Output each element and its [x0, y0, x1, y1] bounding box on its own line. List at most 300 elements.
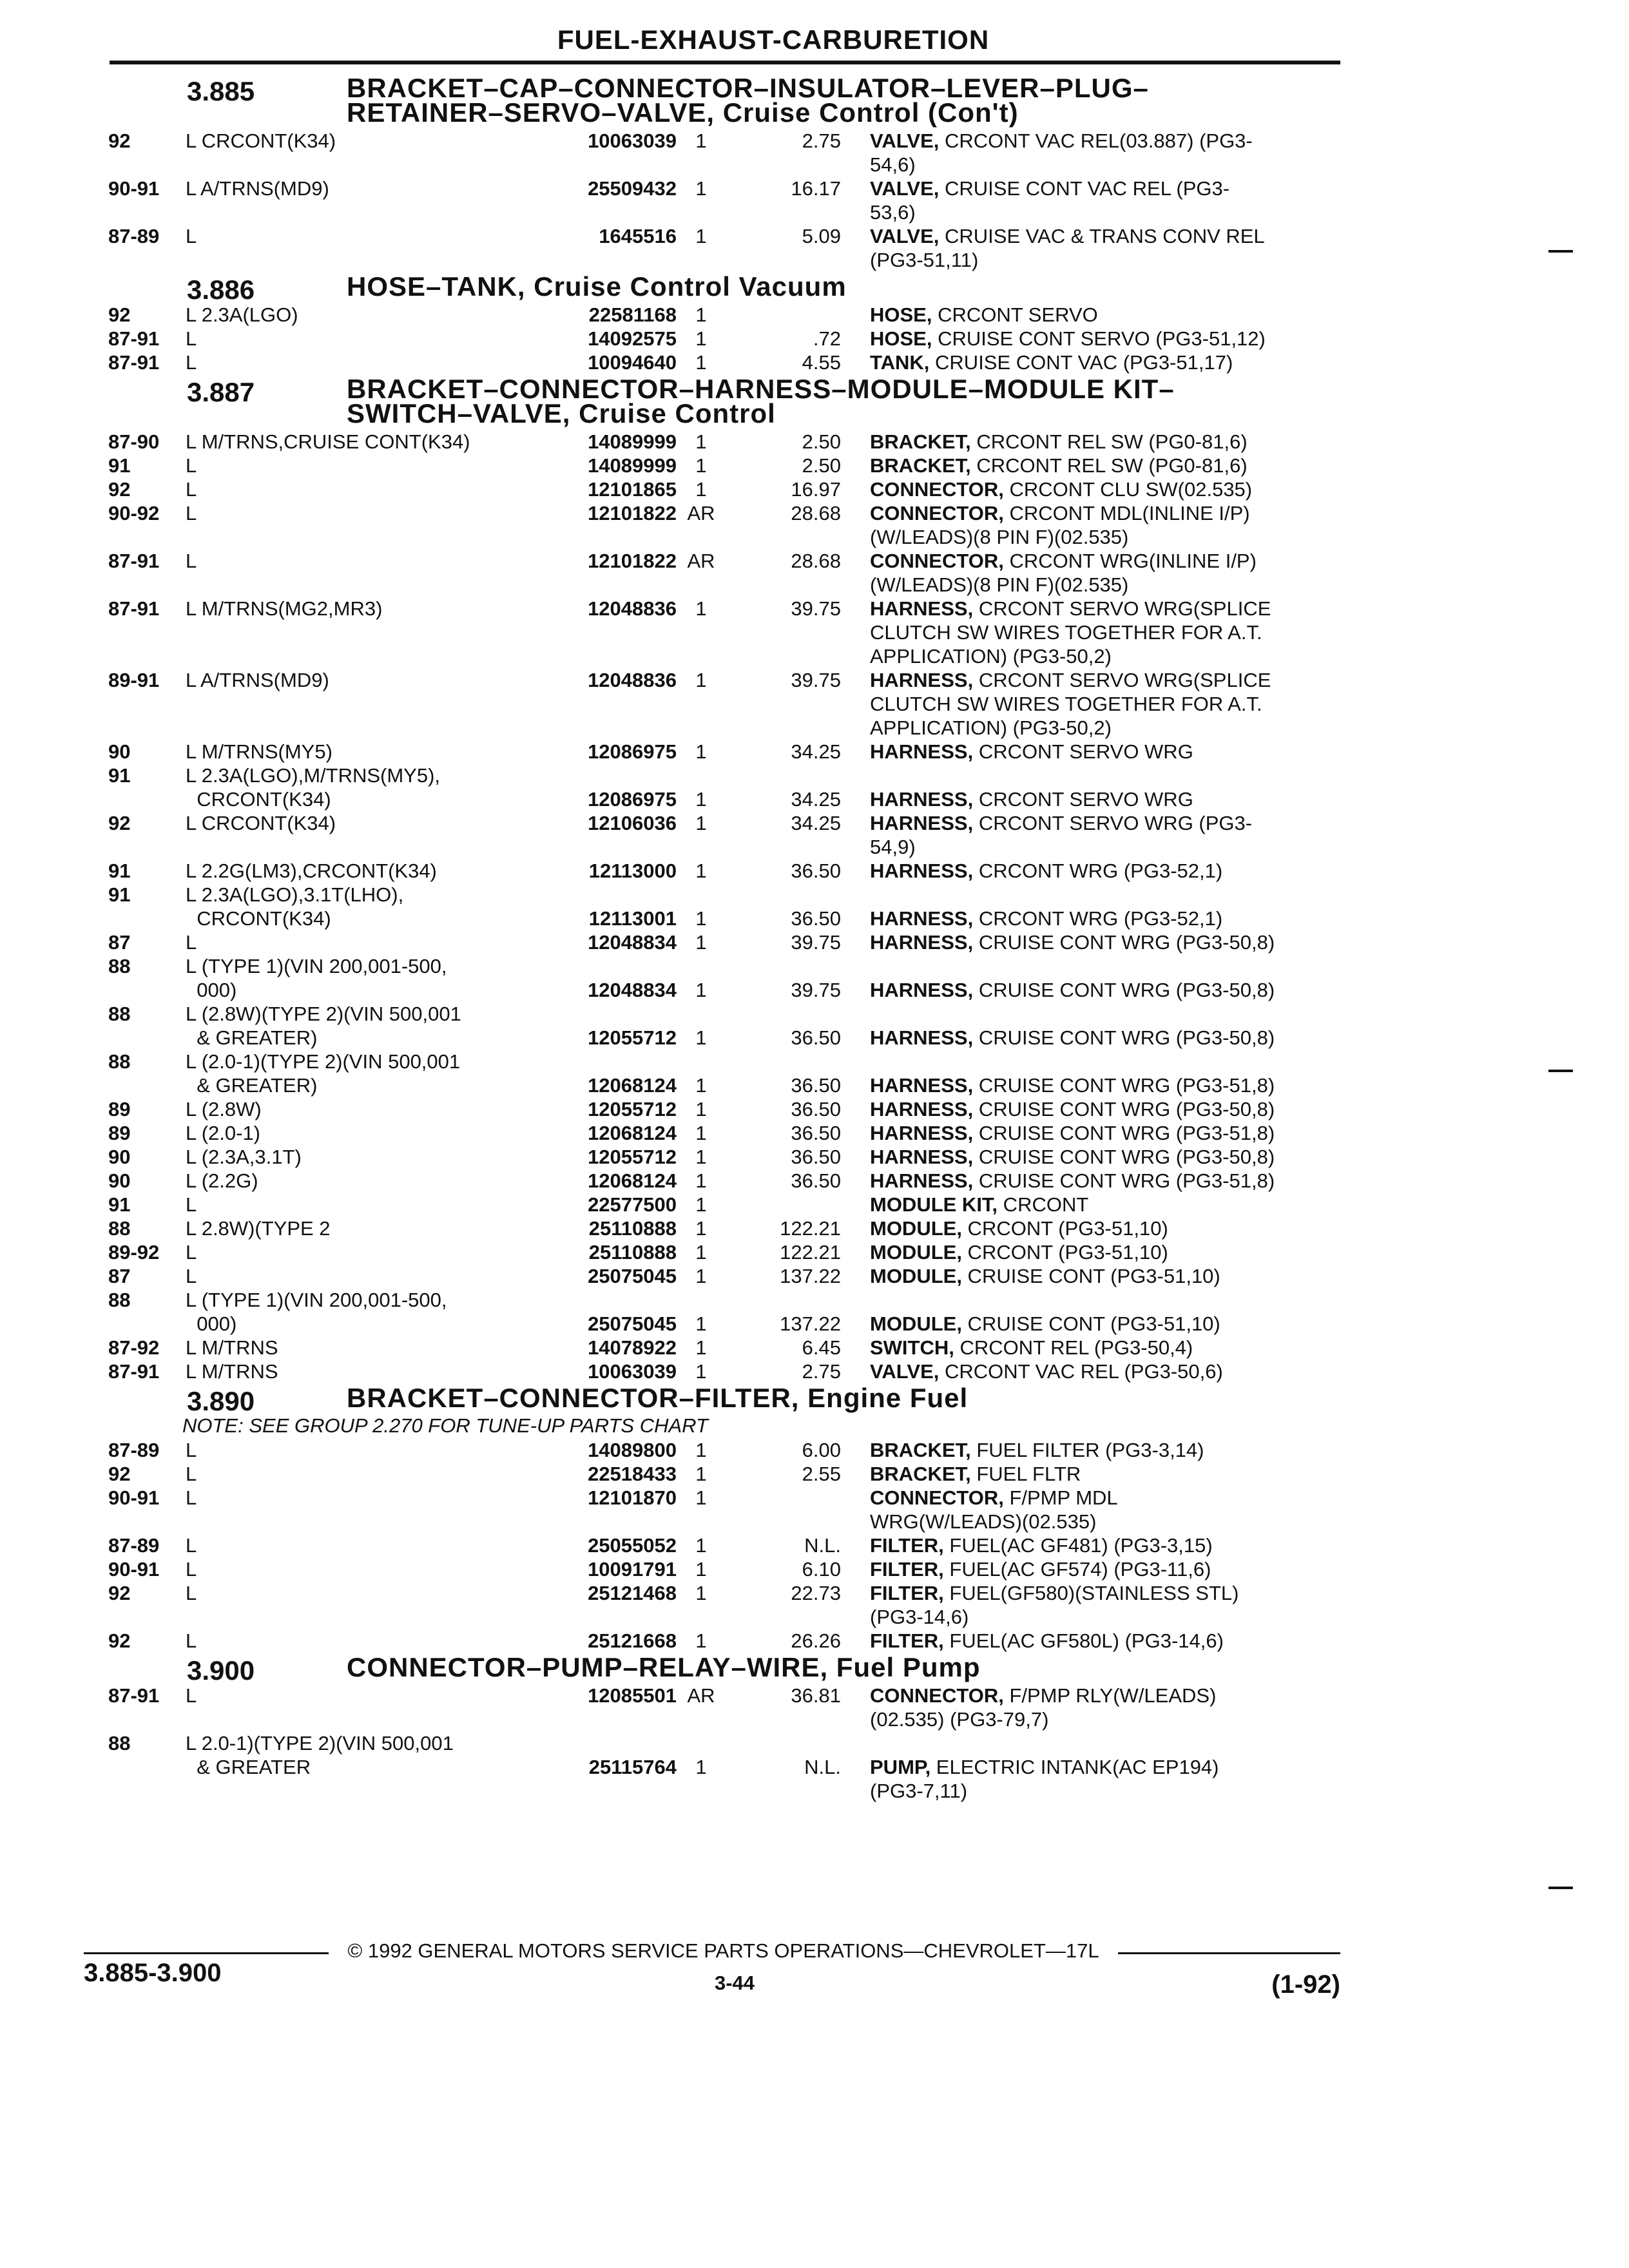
part-description: [870, 740, 1339, 764]
model-years: 87-91: [108, 327, 160, 350]
price: 2.50: [802, 454, 841, 477]
part-detail: CRUISE CONT WRG (PG3-50,8): [973, 1026, 1275, 1049]
part-detail: CRCONT SERVO WRG(SPLICE CLUTCH SW WIRES TOGETHER FOR A.T. APPLICATION) (PG3-50,2): [870, 669, 1271, 739]
quantity: 1: [695, 1534, 707, 1557]
quantity: 1: [695, 931, 707, 954]
quantity: 1: [695, 303, 707, 326]
part-description: [870, 224, 1339, 272]
section-title-line: BRACKET–CONNECTOR–FILTER, Engine Fuel: [347, 1383, 969, 1413]
quantity: 1: [695, 1360, 707, 1383]
part-name: PUMP,: [870, 1756, 931, 1778]
section-title: [347, 374, 1326, 428]
page-header-title: FUEL-EXHAUST-CARBURETION: [557, 24, 990, 55]
price: 39.75: [791, 669, 841, 691]
part-description: [870, 907, 1339, 930]
part-number: 12106036: [588, 812, 677, 834]
price: 28.68: [791, 550, 841, 572]
part-number: 12048836: [588, 669, 677, 691]
model-years: 89-91: [108, 669, 160, 691]
application: L CRCONT(K34): [186, 130, 336, 152]
application: L: [186, 931, 197, 954]
model-years: 87-91: [108, 351, 160, 374]
model-years: 87-91: [108, 550, 160, 572]
part-name: HARNESS,: [870, 860, 974, 882]
quantity: AR: [687, 1684, 715, 1707]
part-number: 25121668: [588, 1629, 677, 1652]
price: 28.68: [791, 502, 841, 524]
part-name: HARNESS,: [870, 669, 974, 691]
part-detail: FUEL FLTR: [970, 1463, 1081, 1485]
application: L (2.8W): [186, 1098, 262, 1120]
part-number: 12113000: [588, 860, 677, 882]
part-number: 12048834: [588, 979, 677, 1001]
part-description: [870, 811, 1339, 859]
part-name: SWITCH,: [870, 1336, 954, 1359]
model-years: 90-91: [108, 1558, 160, 1581]
part-description: [870, 668, 1339, 740]
quantity: 1: [695, 351, 707, 374]
model-years: 90-92: [108, 502, 160, 524]
part-description: [870, 1216, 1339, 1240]
application: L M/TRNS(MG2,MR3): [186, 597, 383, 620]
model-years: 92: [108, 1629, 131, 1652]
part-description: [870, 1169, 1339, 1193]
part-description: [870, 1121, 1339, 1145]
application: L A/TRNS(MD9): [186, 669, 329, 691]
part-row: [0, 1731, 1629, 1802]
application: L 2.3A(LGO),M/TRNS(MY5), CRCONT(K34): [186, 764, 441, 811]
part-name: VALVE,: [870, 177, 940, 200]
part-detail: CRUISE CONT WRG (PG3-50,8): [973, 1098, 1275, 1120]
part-description: [870, 327, 1339, 351]
part-description: [870, 1360, 1339, 1383]
part-row: [0, 430, 1629, 454]
part-name: MODULE,: [870, 1217, 962, 1240]
model-years: 90: [108, 1146, 131, 1168]
part-row: [0, 764, 1629, 811]
part-name: BRACKET,: [870, 430, 971, 453]
part-number: 12101822: [588, 550, 677, 572]
section-heading: [0, 73, 1629, 128]
part-description: [870, 303, 1339, 327]
price: 39.75: [791, 979, 841, 1001]
application: L 2.2G(LM3),CRCONT(K34): [186, 860, 437, 882]
part-number: 22581168: [588, 303, 677, 326]
price: 36.50: [791, 1074, 841, 1097]
quantity: 1: [695, 740, 707, 763]
quantity: 1: [695, 1265, 707, 1287]
application: L (TYPE 1)(VIN 200,001-500, 000): [186, 955, 447, 1001]
part-name: CONNECTOR,: [870, 502, 1004, 524]
quantity: 1: [695, 1146, 707, 1168]
quantity: 1: [695, 177, 707, 200]
part-detail: CRUISE CONT VAC (PG3-51,17): [929, 351, 1233, 374]
application: L: [186, 1684, 197, 1707]
section-title-line: BRACKET–CAP–CONNECTOR–INSULATOR–LEVER–PLUG–: [347, 73, 1149, 103]
part-detail: F/PMP RLY(W/LEADS) (02.535) (PG3-79,7): [870, 1684, 1217, 1731]
part-row: [0, 1360, 1629, 1383]
part-number: 25115764: [588, 1756, 677, 1778]
part-detail: CRCONT SERVO WRG (PG3- 54,9): [870, 812, 1253, 858]
part-detail: CRUISE CONT SERVO (PG3-51,12): [932, 327, 1266, 350]
part-name: FILTER,: [870, 1582, 944, 1604]
part-row: [0, 1169, 1629, 1193]
price: 36.50: [791, 1146, 841, 1168]
part-row: [0, 1264, 1629, 1288]
quantity: 1: [695, 907, 707, 930]
part-name: CONNECTOR,: [870, 478, 1004, 501]
model-years: 90: [108, 740, 131, 763]
part-number: 12101865: [588, 478, 677, 501]
model-years: 90-91: [108, 177, 160, 200]
part-description: [870, 177, 1339, 224]
section-number: 3.885: [187, 76, 255, 106]
part-name: BRACKET,: [870, 454, 971, 477]
price: 22.73: [791, 1582, 841, 1604]
part-number: 10094640: [588, 351, 677, 374]
quantity: 1: [695, 327, 707, 350]
price: 122.21: [780, 1241, 841, 1264]
part-name: HARNESS,: [870, 740, 974, 763]
part-number: 1645516: [599, 225, 677, 247]
part-name: HARNESS,: [870, 979, 974, 1001]
application: L: [186, 1629, 197, 1652]
part-number: 12048836: [588, 597, 677, 620]
application: L: [186, 225, 197, 247]
model-years: 92: [108, 1582, 131, 1604]
margin-mark: [1548, 1070, 1573, 1072]
part-name: MODULE KIT,: [870, 1193, 998, 1216]
quantity: 1: [695, 979, 707, 1001]
part-number: 25509432: [588, 177, 677, 200]
application: L: [186, 327, 197, 350]
quantity: 1: [695, 1122, 707, 1144]
application: L: [186, 1265, 197, 1287]
price: 36.81: [791, 1684, 841, 1707]
quantity: 1: [695, 1074, 707, 1097]
quantity: 1: [695, 1241, 707, 1264]
section-title: [347, 271, 1326, 302]
part-number: 14092575: [588, 327, 677, 350]
quantity: 1: [695, 1486, 707, 1509]
part-description: [870, 549, 1339, 597]
part-name: MODULE,: [870, 1312, 962, 1335]
part-number: 12055712: [588, 1098, 677, 1120]
quantity: 1: [695, 788, 707, 811]
part-name: CONNECTOR,: [870, 1486, 1004, 1509]
part-row: [0, 1557, 1629, 1581]
price: 34.25: [791, 812, 841, 834]
part-name: FILTER,: [870, 1534, 944, 1557]
application: L: [186, 1241, 197, 1264]
part-detail: CRCONT SERVO: [932, 303, 1098, 326]
quantity: 1: [695, 430, 707, 453]
part-number: 22518433: [588, 1463, 677, 1485]
application: L: [186, 1486, 197, 1509]
part-row: [0, 1629, 1629, 1653]
part-row: [0, 129, 1629, 177]
section-subtitle: RETAINER–SERVO–VALVE, Cruise Control (Con't): [347, 97, 1019, 128]
part-number: 22577500: [588, 1193, 677, 1216]
model-years: 88: [108, 955, 131, 977]
quantity: 1: [695, 1169, 707, 1192]
application: L 2.3A(LGO),3.1T(LHO), CRCONT(K34): [186, 883, 404, 930]
quantity: 1: [695, 1193, 707, 1216]
part-row: [0, 1121, 1629, 1145]
part-name: HARNESS,: [870, 597, 974, 620]
part-description: [870, 1073, 1339, 1097]
part-name: FILTER,: [870, 1558, 944, 1581]
price: 6.45: [802, 1336, 841, 1359]
price: 5.09: [802, 225, 841, 247]
part-detail: CRCONT SERVO WRG: [973, 788, 1193, 811]
part-row: [0, 1533, 1629, 1557]
model-years: 87: [108, 1265, 131, 1287]
section-heading: [0, 271, 1629, 305]
part-detail: CRUISE CONT WRG (PG3-50,8): [973, 931, 1275, 954]
part-number: 12048834: [588, 931, 677, 954]
margin-mark: [1548, 1887, 1573, 1889]
application: L A/TRNS(MD9): [186, 177, 329, 200]
application: L 2.3A(LGO): [186, 303, 298, 326]
part-name: VALVE,: [870, 1360, 940, 1383]
quantity: 1: [695, 1629, 707, 1652]
application: L (2.2G): [186, 1169, 258, 1192]
quantity: AR: [687, 550, 715, 572]
part-detail: CRUISE CONT WRG (PG3-51,8): [973, 1169, 1275, 1192]
price: 36.50: [791, 1098, 841, 1120]
price: 36.50: [791, 1026, 841, 1049]
quantity: 1: [695, 860, 707, 882]
application: L (2.8W)(TYPE 2)(VIN 500,001 & GREATER): [186, 1003, 461, 1049]
application: L M/TRNS(MY5): [186, 740, 333, 763]
model-years: 88: [108, 1289, 131, 1311]
model-years: 89: [108, 1098, 131, 1120]
part-row: [0, 501, 1629, 549]
application: L: [186, 502, 197, 524]
model-years: 87-91: [108, 1684, 160, 1707]
part-row: [0, 668, 1629, 740]
part-number: 12113001: [588, 907, 677, 930]
part-number: 25075045: [588, 1312, 677, 1335]
quantity: 1: [695, 1336, 707, 1359]
application: L: [186, 1193, 197, 1216]
model-years: 87-91: [108, 1360, 160, 1383]
price: 2.75: [802, 1360, 841, 1383]
section-title: [347, 73, 1326, 128]
section-title: [347, 1383, 1326, 1413]
model-years: 89: [108, 1122, 131, 1144]
section-heading: [0, 374, 1629, 428]
footer-rule-right: [1118, 1952, 1340, 1954]
quantity: AR: [687, 502, 715, 524]
part-name: HARNESS,: [870, 1169, 974, 1192]
price: N.L.: [804, 1756, 841, 1778]
part-row: [0, 1216, 1629, 1240]
part-number: 10063039: [588, 1360, 677, 1383]
part-number: 14089800: [588, 1439, 677, 1461]
section-heading: [0, 1383, 1629, 1416]
part-row: [0, 597, 1629, 668]
application: L: [186, 1558, 197, 1581]
quantity: 1: [695, 1756, 707, 1778]
part-row: [0, 740, 1629, 764]
part-description: [870, 430, 1339, 454]
price: 36.50: [791, 1169, 841, 1192]
part-name: HOSE,: [870, 327, 932, 350]
part-name: CONNECTOR,: [870, 1684, 1004, 1707]
part-detail: CRUISE CONT WRG (PG3-50,8): [973, 979, 1275, 1001]
quantity: 1: [695, 1312, 707, 1335]
model-years: 89-92: [108, 1241, 160, 1264]
price: 6.10: [802, 1558, 841, 1581]
part-name: HOSE,: [870, 303, 932, 326]
part-row: [0, 224, 1629, 272]
footer-page-number: 3-44: [714, 1972, 755, 1994]
footer-rule-left: [84, 1952, 329, 1954]
model-years: 88: [108, 1217, 131, 1240]
part-number: 12068124: [588, 1074, 677, 1097]
section-heading: [0, 1652, 1629, 1686]
part-detail: FUEL(AC GF481) (PG3-3,15): [943, 1534, 1213, 1557]
part-number: 12101870: [588, 1486, 677, 1509]
application: L (2.0-1): [186, 1122, 261, 1144]
part-name: HARNESS,: [870, 907, 974, 930]
part-name: BRACKET,: [870, 1463, 971, 1485]
part-description: [870, 1557, 1339, 1581]
part-detail: CRCONT REL SW (PG0-81,6): [970, 430, 1248, 453]
footer-copyright: © 1992 GENERAL MOTORS SERVICE PARTS OPERATIONS—CHEVROLET—17L: [347, 1939, 1099, 1962]
part-detail: CRCONT WRG (PG3-52,1): [973, 860, 1223, 882]
part-detail: CRCONT SERVO WRG: [973, 740, 1193, 763]
part-description: [870, 129, 1339, 177]
part-description: [870, 477, 1339, 501]
part-row: [0, 327, 1629, 351]
part-detail: CRUISE CONT WRG (PG3-51,8): [973, 1122, 1275, 1144]
part-row: [0, 1438, 1629, 1462]
application: L: [186, 550, 197, 572]
part-description: [870, 1533, 1339, 1557]
part-row: [0, 954, 1629, 1002]
part-name: TANK,: [870, 351, 930, 374]
part-name: CONNECTOR,: [870, 550, 1004, 572]
section-number: 3.900: [187, 1655, 255, 1686]
part-number: 25121468: [588, 1582, 677, 1604]
part-name: HARNESS,: [870, 812, 974, 834]
part-detail: CRCONT WRG (PG3-52,1): [973, 907, 1223, 930]
application: L: [186, 1534, 197, 1557]
part-detail: FUEL FILTER (PG3-3,14): [970, 1439, 1204, 1461]
part-detail: FUEL(AC GF574) (PG3-11,6): [943, 1558, 1211, 1581]
model-years: 91: [108, 860, 131, 882]
price: 36.50: [791, 907, 841, 930]
application: L CRCONT(K34): [186, 812, 336, 834]
part-number: 25110888: [588, 1217, 677, 1240]
part-row: [0, 1336, 1629, 1360]
price: 2.55: [802, 1463, 841, 1485]
part-description: [870, 597, 1339, 668]
price: 122.21: [780, 1217, 841, 1240]
quantity: 1: [695, 130, 707, 152]
price: 2.75: [802, 130, 841, 152]
price: 137.22: [780, 1312, 841, 1335]
part-detail: CRCONT WRG(INLINE I/P) (W/LEADS)(8 PIN F)(02.535): [870, 550, 1257, 596]
application: L M/TRNS,CRUISE CONT(K34): [186, 430, 470, 453]
part-name: VALVE,: [870, 225, 940, 247]
price: N.L.: [804, 1534, 841, 1557]
part-description: [870, 930, 1339, 954]
part-row: [0, 811, 1629, 859]
quantity: 1: [695, 669, 707, 691]
part-description: [870, 1486, 1339, 1533]
part-detail: CRUISE CONT WRG (PG3-50,8): [973, 1146, 1275, 1168]
part-row: [0, 549, 1629, 597]
model-years: 92: [108, 130, 131, 152]
model-years: 91: [108, 883, 131, 906]
part-row: [0, 1145, 1629, 1169]
part-row: [0, 1288, 1629, 1336]
part-description: [870, 1755, 1339, 1803]
application: L (2.0-1)(TYPE 2)(VIN 500,001 & GREATER): [186, 1050, 461, 1097]
part-number: 25055052: [588, 1534, 677, 1557]
price: 2.50: [802, 430, 841, 453]
application: L M/TRNS: [186, 1336, 278, 1359]
part-row: [0, 883, 1629, 930]
part-description: [870, 454, 1339, 477]
part-row: [0, 303, 1629, 327]
part-row: [0, 1486, 1629, 1533]
quantity: 1: [695, 597, 707, 620]
part-name: VALVE,: [870, 130, 940, 152]
application: L (2.3A,3.1T): [186, 1146, 302, 1168]
part-row: [0, 1193, 1629, 1216]
quantity: 1: [695, 1582, 707, 1604]
part-detail: CRUISE CONT (PG3-51,10): [961, 1265, 1220, 1287]
quantity: 1: [695, 1439, 707, 1461]
part-description: [870, 1026, 1339, 1050]
model-years: 92: [108, 303, 131, 326]
part-detail: CRCONT CLU SW(02.535): [1003, 478, 1253, 501]
part-number: 14089999: [588, 454, 677, 477]
application: L: [186, 1439, 197, 1461]
model-years: 87-90: [108, 430, 160, 453]
quantity: 1: [695, 1558, 707, 1581]
part-description: [870, 351, 1339, 374]
model-years: 88: [108, 1003, 131, 1025]
application: L (TYPE 1)(VIN 200,001-500, 000): [186, 1289, 447, 1335]
part-detail: FUEL(AC GF580L) (PG3-14,6): [943, 1629, 1224, 1652]
part-detail: CRCONT VAC REL(03.887) (PG3- 54,6): [870, 130, 1253, 176]
price: 26.26: [791, 1629, 841, 1652]
part-name: HARNESS,: [870, 1098, 974, 1120]
margin-mark: [1548, 250, 1573, 253]
application: L: [186, 1463, 197, 1485]
price: 39.75: [791, 931, 841, 954]
part-number: 12055712: [588, 1146, 677, 1168]
part-description: [870, 1312, 1339, 1336]
model-years: 91: [108, 764, 131, 787]
application: L: [186, 351, 197, 374]
part-description: [870, 1336, 1339, 1360]
part-name: HARNESS,: [870, 1122, 974, 1144]
part-row: [0, 859, 1629, 883]
application: L: [186, 478, 197, 501]
part-name: HARNESS,: [870, 1074, 974, 1097]
catalog-section: [0, 1652, 1629, 1686]
price: 36.50: [791, 860, 841, 882]
part-detail: FUEL(GF580)(STAINLESS STL) (PG3-14,6): [870, 1582, 1239, 1628]
part-row: [0, 1097, 1629, 1121]
